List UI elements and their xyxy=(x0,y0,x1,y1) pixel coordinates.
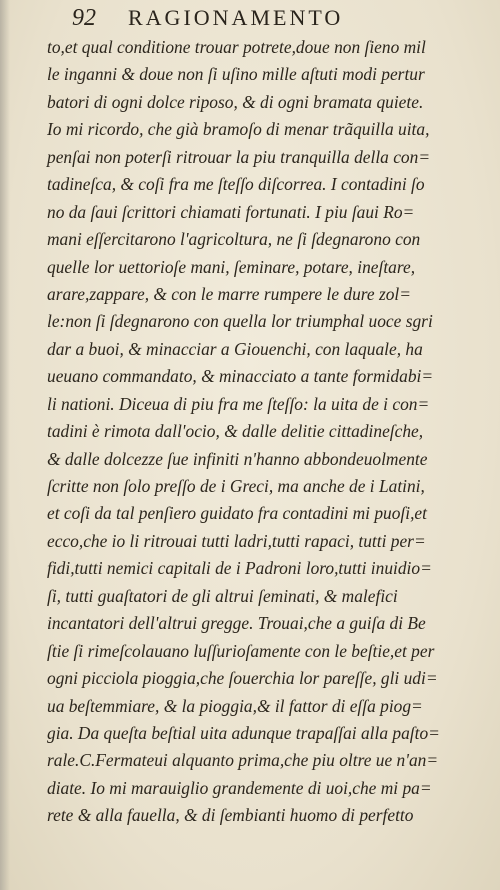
text-line: ecco,che io li ritrouai tutti ladri,tutti rapaci, tutti per= xyxy=(47,530,426,551)
text-line: fidi,tutti nemici capitali de i Padroni loro,tutti inuidio= xyxy=(47,558,432,579)
text-line: penſai non poterſi ritrouar la piu tranquilla della con= xyxy=(47,146,431,167)
text-line: rale.C.Fermateui alquanto prima,che piu oltre ue n'an= xyxy=(47,750,439,771)
text-line: ueuano commandato, & minacciato a tante formidabi= xyxy=(47,366,434,387)
running-head: RAGIONAMENTO xyxy=(128,5,344,30)
text-line: et coſi da tal penſiero guidato fra contadini mi puoſi,et xyxy=(47,503,427,524)
text-line: & dalle dolcezze ſue infiniti n'hanno abbondeuolmente xyxy=(47,448,428,469)
text-line: rete & alla fauella, & di ſembianti huomo di perfetto xyxy=(47,805,414,826)
text-line: ſcritte non ſolo preſſo de i Greci, ma anche de i Latini, xyxy=(47,476,425,496)
text-line: no da ſaui ſcrittori chiamati fortunati. I piu ſaui Ro= xyxy=(47,201,415,222)
text-line: tadini è rimota dall'ocio, & dalle delitie cittadineſche, xyxy=(47,421,424,442)
text-line: quelle lor uettorioſe mani, ſeminare, potare, ineſtare, xyxy=(47,256,416,277)
text-line: le:non ſi ſdegnarono con quella lor triumphal uoce sgri xyxy=(47,311,433,332)
text-line: gia. Da queſta beſtial uita adunque trapaſſai alla paſto= xyxy=(47,722,440,743)
text-line: ſi, tutti guaſtatori de gli altrui ſeminati, & malefici xyxy=(47,585,398,606)
page-number: 92 xyxy=(72,5,96,31)
text-line: arare,zappare, & con le marre rumpere le dure zol= xyxy=(47,283,412,304)
text-line: le inganni & doue non ſi uſino mille aſtuti modi pertur xyxy=(47,64,425,85)
text-line: incantatori dell'altrui gregge. Trouai,che a guiſa di Be xyxy=(47,613,426,634)
text-line: Io mi ricordo, che già bramoſo di menar trãquilla uita, xyxy=(47,119,430,140)
text-line: ſtie ſi rimeſcolauano luſſurioſamente con le beſtie,et per xyxy=(47,640,435,661)
body-text xyxy=(47,34,487,830)
text-line: batori di ogni dolce riposo, & di ogni bramata quiete. xyxy=(47,91,424,112)
text-line: ogni picciola pioggia,che ſouerchia lor pareſſe, gli udi= xyxy=(47,668,438,689)
gutter-shadow xyxy=(0,0,10,890)
text-line: li nationi. Diceua di piu fra me ſteſſo: la uita de i con= xyxy=(47,393,430,414)
text-line: mani eſſercitarono l'agricoltura, ne ſi ſdegnarono con xyxy=(47,229,421,250)
text-line: tadineſca, & coſi fra me ſteſſo diſcorrea. I contadini ſo xyxy=(47,174,425,195)
page-header xyxy=(72,3,432,33)
text-line: diate. Io mi marauiglio grandemente di uoi,che mi pa= xyxy=(47,777,432,798)
text-line: ua beſtemmiare, & la pioggia,& il fattor di eſſa piog= xyxy=(47,695,423,716)
text-line: to,et qual conditione trouar potrete,doue non ſieno mil xyxy=(47,37,426,57)
text-line: dar a buoi, & minacciar a Giouenchi, con laquale, ha xyxy=(47,338,423,359)
